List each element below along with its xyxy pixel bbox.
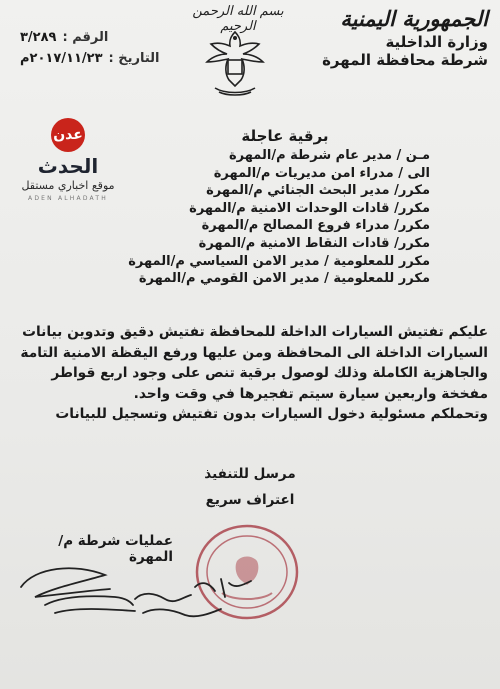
- ministry-name: وزارة الداخلية: [385, 33, 488, 51]
- body-paragraph-2: وتحملكم مسئولية دخول السيارات بدون تفتيش وتسجيل للبيانات: [55, 406, 488, 422]
- recipient-line: مكرر للمعلومية / مدير الامن القومي م/المهرة: [138, 271, 430, 287]
- subject-title: برقية عاجلة: [241, 127, 329, 145]
- recipient-line: مكرر للمعلومية / مدير الامن السياسي م/المهرة: [128, 253, 430, 269]
- acknowledgement: اعتراف سريع: [205, 492, 295, 508]
- recipient-line: الى / مدراء امن مديريات م/المهرة: [213, 165, 430, 181]
- reference-value: ٣/٢٨٩: [20, 30, 57, 45]
- date-label: التاريخ :: [108, 51, 160, 66]
- date-value: ٢٠١٧/١١/٢٣م: [20, 51, 103, 66]
- recipient-line: مكرر/ قادات الوحدات الامنية م/المهرة: [189, 200, 430, 216]
- brand-badge-icon: عدن: [51, 118, 85, 152]
- body-paragraph-1: عليكم تفتيش السيارات الداخلة للمحافظة تفتيش دقيق وتدوين بيانات السيارات الداخلة الى المحافظة ومن عليها ورفع اليقظة الامنية التامة والجاهزية الكاملة وذلك لوصول برقية تنص على وجود اربع قواطر مفخخة واربعين سيارة سيتم تفجيرها في وقت واحد.: [20, 324, 488, 402]
- sent-for-execution: مرسل للتنفيذ: [204, 466, 296, 482]
- recipient-line: مكرر/ مدير البحث الجنائي م/المهرة: [206, 183, 430, 199]
- basmala: بسم الله الرحمن الرحيم: [192, 4, 284, 34]
- message-body: [14, 322, 488, 425]
- department-name: شرطة محافظة المهرة: [322, 51, 488, 69]
- recipient-line: مكرر/ مدراء فروع المصالح م/المهرة: [201, 218, 430, 234]
- reference-block: [20, 30, 195, 72]
- yemen-eagle-emblem-icon: [195, 22, 275, 102]
- recipient-list: [100, 147, 430, 288]
- country-name: الجمهورية اليمنية: [340, 6, 488, 31]
- letterhead-right: [313, 6, 488, 69]
- handwritten-signature: [15, 557, 275, 627]
- date-row: [20, 51, 195, 66]
- recipient-line: مكرر/ قادات النقاط الامنية م/المهرة: [198, 235, 430, 251]
- reference-number-row: [20, 30, 195, 45]
- operations-signoff: عمليات شرطة م/المهرة: [58, 533, 173, 565]
- brand-tagline: موقع اخباري مستقل: [21, 179, 115, 192]
- brand-name: الحدث: [37, 154, 99, 178]
- recipient-line: مـن / مدير عام شرطة م/المهرة: [228, 148, 430, 163]
- reference-label: الرقم :: [62, 30, 109, 45]
- brand-latin: ADEN ALHADATH: [28, 195, 108, 202]
